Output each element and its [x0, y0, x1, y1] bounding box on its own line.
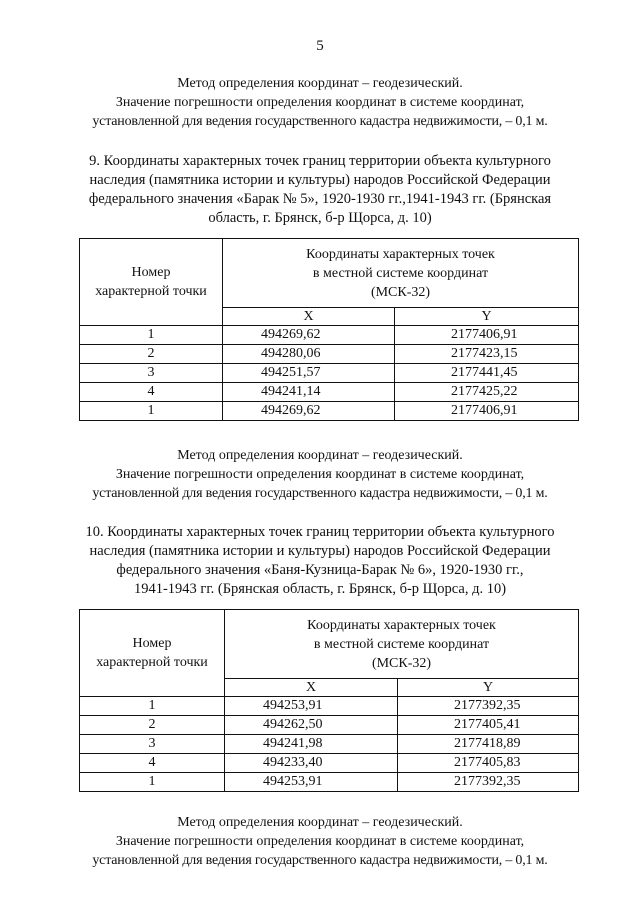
y-value: 2177405,83 [398, 754, 579, 773]
column-x-header: X [225, 679, 398, 697]
x-value: 494280,06 [223, 345, 395, 364]
method-note-line: Метод определения координат – геодезический. [177, 448, 463, 463]
coordinates-header [225, 610, 579, 679]
x-value: 494253,91 [225, 773, 398, 792]
point-number: 4 [80, 383, 223, 402]
header-text: Координаты характерных точек [307, 617, 496, 633]
x-value: 494233,40 [225, 754, 398, 773]
point-number: 1 [80, 697, 225, 716]
x-value: 494269,62 [223, 402, 395, 421]
point-number: 1 [80, 326, 223, 345]
table-row [80, 402, 579, 421]
method-note-line: установленной для ведения государственного кадастра недвижимости, – 0,1 м. [92, 853, 548, 868]
header-text: Номер [131, 265, 171, 280]
y-value: 2177418,89 [398, 735, 579, 754]
point-number-header [80, 610, 225, 697]
point-number: 2 [80, 345, 223, 364]
heading-line: наследия (памятника истории и культуры) народов Российской Федерации [89, 543, 551, 559]
x-value: 494241,14 [223, 383, 395, 402]
method-note-line: Метод определения координат – геодезический. [177, 76, 463, 91]
section-10-heading [60, 523, 580, 599]
heading-line: 1941-1943 гг. (Брянская область, г. Брянск, б-р Щорса, д. 10) [133, 581, 507, 597]
heading-line: наследия (памятника истории и культуры) народов Российской Федерации [89, 172, 551, 188]
method-note-middle [60, 446, 580, 503]
header-text: Номер [132, 636, 172, 651]
method-note-line: установленной для ведения государственного кадастра недвижимости, – 0,1 м. [92, 114, 548, 129]
coordinates-table-10 [79, 609, 579, 792]
table-row [80, 383, 579, 402]
point-number: 3 [80, 735, 225, 754]
header-text: Координаты характерных точек [306, 246, 495, 262]
method-note-top [60, 74, 580, 131]
header-text: в местной системе координат [312, 265, 489, 281]
point-number: 1 [80, 773, 225, 792]
y-value: 2177406,91 [395, 326, 579, 345]
y-value: 2177405,41 [398, 716, 579, 735]
x-value: 494241,98 [225, 735, 398, 754]
table-row [80, 326, 579, 345]
y-value: 2177441,45 [395, 364, 579, 383]
heading-line: федерального значения «Барак № 5», 1920-1930 гг.,1941-1943 гг. (Брянская [88, 191, 552, 207]
heading-line: 10. Координаты характерных точек границ территории объекта культурного [85, 524, 555, 540]
table-header-row [80, 239, 579, 308]
point-number-header [80, 239, 223, 326]
header-text: (МСК-32) [370, 284, 431, 300]
method-note-line: Значение погрешности определения координат в системе координат, [115, 467, 525, 482]
point-number: 4 [80, 754, 225, 773]
table-row [80, 773, 579, 792]
page-number: 5 [316, 38, 324, 54]
header-text: характерной точки [95, 284, 207, 299]
column-y-header: Y [395, 308, 579, 326]
header-text: в местной системе координат [313, 636, 490, 652]
heading-line: область, г. Брянск, б-р Щорса, д. 10) [208, 210, 432, 226]
section-9-heading [60, 152, 580, 228]
x-value: 494251,57 [223, 364, 395, 383]
table-row [80, 754, 579, 773]
point-number: 3 [80, 364, 223, 383]
x-value: 494253,91 [225, 697, 398, 716]
header-text: характерной точки [96, 655, 208, 670]
method-note-line: Значение погрешности определения координат в системе координат, [115, 95, 525, 110]
table-row [80, 697, 579, 716]
heading-line: 9. Координаты характерных точек границ территории объекта культурного [89, 153, 551, 169]
method-note-line: установленной для ведения государственного кадастра недвижимости, – 0,1 м. [92, 486, 548, 501]
heading-line: федерального значения «Баня-Кузница-Барак № 6», 1920-1930 гг., [116, 562, 524, 578]
y-value: 2177423,15 [395, 345, 579, 364]
x-value: 494269,62 [223, 326, 395, 345]
method-note-line: Значение погрешности определения координат в системе координат, [115, 834, 525, 849]
point-number: 1 [80, 402, 223, 421]
column-x-header: X [223, 308, 395, 326]
point-number: 2 [80, 716, 225, 735]
y-value: 2177425,22 [395, 383, 579, 402]
y-value: 2177392,35 [398, 773, 579, 792]
table-row [80, 716, 579, 735]
method-note-bottom [60, 813, 580, 870]
table-row [80, 735, 579, 754]
y-value: 2177392,35 [398, 697, 579, 716]
table-row [80, 364, 579, 383]
table-row [80, 345, 579, 364]
header-text: (МСК-32) [371, 655, 432, 671]
column-y-header: Y [398, 679, 579, 697]
table-header-row [80, 610, 579, 679]
coordinates-header [223, 239, 579, 308]
x-value: 494262,50 [225, 716, 398, 735]
coordinates-table-9 [79, 238, 579, 421]
y-value: 2177406,91 [395, 402, 579, 421]
method-note-line: Метод определения координат – геодезический. [177, 815, 463, 830]
